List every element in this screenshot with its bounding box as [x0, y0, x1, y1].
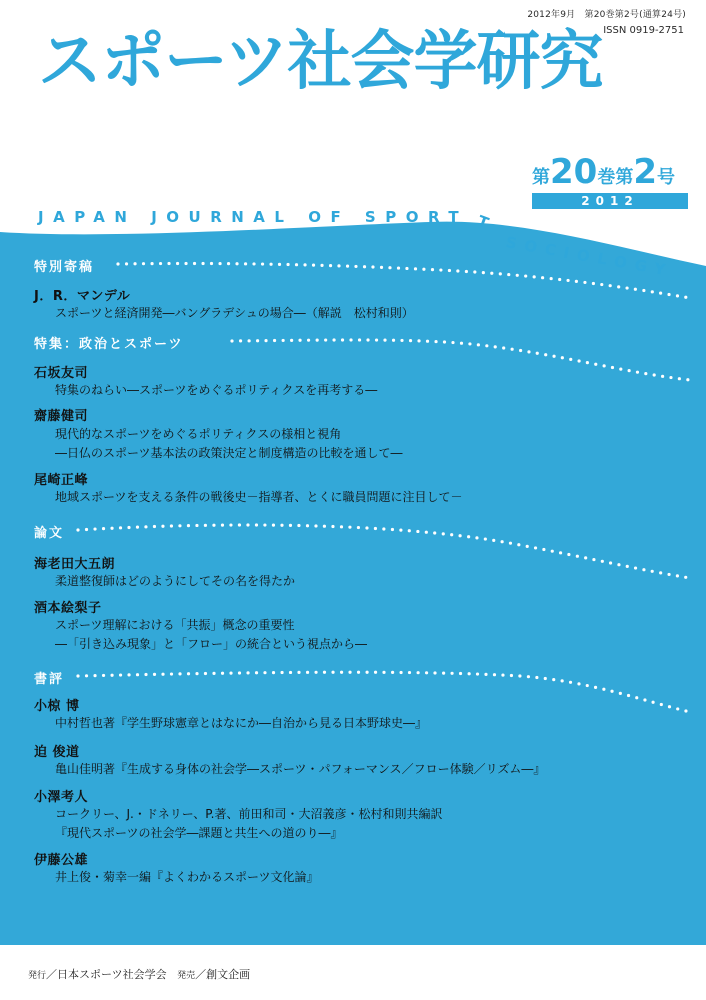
review-title-ito: 井上俊・菊幸一編『よくわかるスポーツ文化論』 — [55, 870, 319, 884]
author-ogura: 小椋 博 — [34, 699, 80, 714]
review-title-sako: 亀山佳明著『生成する身体の社会学―スポーツ・パフォーマンス／フロー体験／リズム―』 — [55, 762, 546, 776]
section-heading-reviews: 書評 — [34, 672, 65, 687]
volume-number: 20 — [550, 152, 598, 192]
article-subtitle-sakamoto: ―「引き込み現象」と「フロー」の統合という視点から― — [55, 637, 368, 651]
publisher-label: 発行 — [28, 971, 47, 981]
issue-number: 2 — [633, 152, 657, 192]
review-title-ogura: 中村哲也著『学生野球憲章とはなにか―自治から見る日本野球史―』 — [55, 716, 428, 730]
journal-title: スポーツ社会学研究 — [38, 25, 603, 99]
article-subtitle-saito: ―日仏のスポーツ基本法の政策決定と制度構造の比較を通して― — [55, 446, 403, 460]
author-mandell: J．R．マンデル — [34, 289, 131, 304]
english-title-curve-letter: T — [475, 211, 492, 233]
volume-mid: 巻第 — [597, 167, 634, 188]
english-title-curve-word: SOCIOLOGY — [504, 233, 675, 281]
distributor-label: 発売 — [177, 971, 196, 981]
author-ito: 伊藤公雄 — [34, 853, 89, 868]
author-ishizaka: 石坂友司 — [34, 366, 89, 381]
distributor-name: ／創文企画 — [195, 968, 251, 981]
article-title-saito: 現代的なスポーツをめぐるポリティクスの様相と視角 — [55, 427, 342, 441]
publisher-name: ／日本スポーツ社会学会 — [46, 968, 167, 981]
article-title-special: スポーツと経済開発―バングラデシュの場合―（解説 松村和則） — [55, 306, 414, 320]
author-sako: 迫 俊道 — [34, 745, 80, 760]
section-heading-special: 特別寄稿 — [34, 260, 95, 275]
footer — [28, 966, 250, 982]
issue-suffix: 号 — [657, 167, 675, 188]
author-ozaki: 尾崎正峰 — [34, 473, 89, 488]
section-heading-papers: 論文 — [34, 526, 65, 541]
article-title-ebita: 柔道整復師はどのようにしてその名を得たか — [55, 574, 296, 588]
author-ozawa: 小澤考人 — [34, 790, 89, 805]
publication-info: 2012年9月 第20巻第2号(通算24号) — [527, 10, 686, 20]
article-title-ishizaka: 特集のねらい―スポーツをめぐるポリティクスを再考する― — [55, 383, 378, 397]
year-bar: 2012 — [532, 193, 688, 209]
author-ebita: 海老田大五朗 — [34, 557, 116, 572]
author-saito: 齋藤健司 — [34, 409, 89, 424]
article-title-ozaki: 地域スポーツを支える条件の戦後史－指導者、とくに職員問題に注目して－ — [55, 490, 463, 504]
issn: ISSN 0919-2751 — [603, 25, 684, 36]
article-title-sakamoto: スポーツ理解における「共振」概念の重要性 — [55, 618, 295, 632]
volume-prefix: 第 — [532, 167, 550, 188]
review-title-ozawa: 『現代スポーツの社会学―課題と共生への道のり―』 — [55, 826, 343, 840]
author-sakamoto: 酒本絵梨子 — [34, 601, 102, 616]
english-title: JAPAN JOURNAL OF SPORT — [38, 208, 469, 226]
section-heading-feature: 特集：政治とスポーツ — [34, 337, 184, 352]
review-translators-ozawa: コークリー、J.・ドネリー、P.著、前田和司・大沼義彦・松村和則共編訳 — [55, 807, 443, 821]
